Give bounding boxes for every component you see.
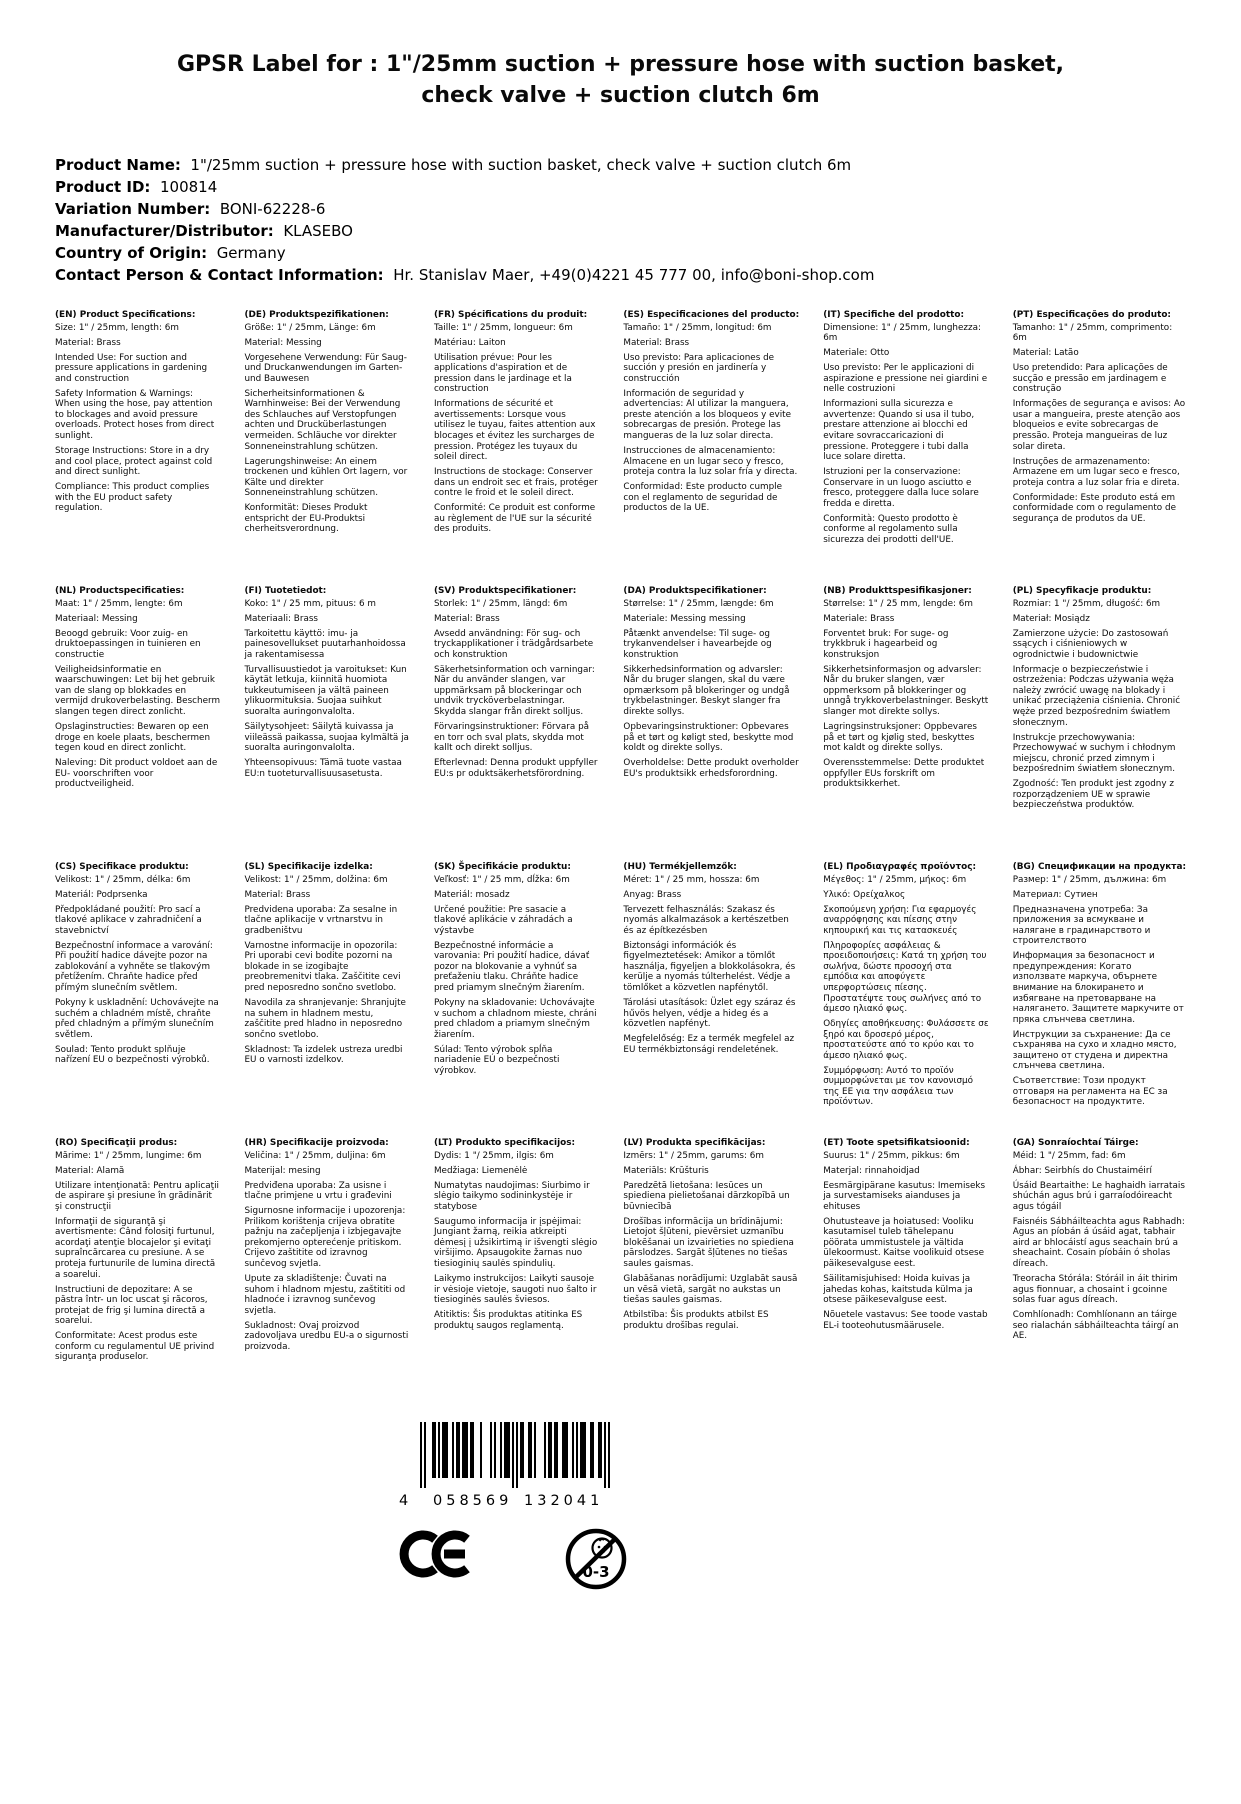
spec-paragraph: Materijal: mesing <box>244 1165 321 1176</box>
spec-paragraph: Instruções de armazenamento: Armazene em um lugar seco e fresco, proteja contra a luz solar fria e direta. <box>1012 456 1180 488</box>
spec-paragraph: Turvallisuustiedot ja varoitukset: Kun käytät letkuja, kiinnitä huomiota tukkeutumiseen ja vältä paineen ylikuormituksia. Suojaa suihkut suoralta auringonvalolta. <box>244 664 407 717</box>
spec-paragraph: Ábhar: Seirbhís do Chustaiméirí <box>1012 1165 1152 1176</box>
spec-paragraph: Förvaringsinstruktioner: Förvara på en torr och sval plats, skydda mot kallt och direkt solljus. <box>433 722 590 754</box>
spec-paragraph: Utilizare intenţionată: Pentru aplicaţii de aspirare şi presiune în grădinărit şi construcţii <box>55 1180 220 1212</box>
spec-paragraph: Συμμόρφωση: Αυτό το προϊόν συμμορφώνεται με τον κανονισμό της ΕΕ για την ασφάλεια των προϊόντων. <box>823 1065 973 1108</box>
spec-paragraph: Sikkerhedsinformation og advarsler: Når du bruger slangen, skal du være opmærksom på blokeringer og undgå trykbelastninger. Beskyt slanger fra direkte sollys. <box>623 664 790 717</box>
product-info-label: Country of Origin: <box>55 243 208 262</box>
language-block-lt <box>434 1138 599 1414</box>
spec-paragraph: Ohutusteave ja hoiatused: Vooliku kasutamisel tuleb tähelepanu pöörata ummistustele ja vältida ülekoormust. Kaitse voolikuid otsese päikesevalguse eest. <box>823 1216 985 1269</box>
spec-paragraph: Biztonsági információk és figyelmeztetések: Amikor a tömlőt használja, figyeljen a blokkolásokra, és kerülje a nyomás túlterhelést. Védje a tömlőket a közvetlen napfénytől. <box>623 940 796 993</box>
product-info-value: Hr. Stanislav Maer, +49(0)4221 45 777 00, info@boni-shop.com <box>393 265 875 284</box>
spec-paragraph: Intended Use: For suction and pressure applications in gardening and construction <box>55 352 208 384</box>
language-block-heading: (DE) Produktspezifikationen: <box>244 309 389 320</box>
spec-paragraph: Säilytysohjeet: Säilytä kuivassa ja viileässä paikassa, suojaa kylmältä ja suoralta auringonvalolta. <box>244 722 409 754</box>
product-info-value: Germany <box>216 243 286 262</box>
compliance-symbols <box>398 1527 668 1591</box>
spec-paragraph: Opbevaringsinstruktioner: Opbevares på et tørt og køligt sted, beskytte mod koldt og direkte sollys. <box>623 722 794 754</box>
language-block-heading: (CS) Specifikace produktu: <box>55 861 189 872</box>
language-block-nb <box>823 586 988 862</box>
spec-paragraph: Avsedd användning: För sug- och tryckapplikationer i trädgårdsarbete och konstruktion <box>433 628 594 660</box>
language-block-et <box>823 1138 988 1414</box>
language-block-nl <box>55 586 220 862</box>
spec-paragraph: Съответствие: Този продукт отговаря на регламента на ЕС за безопасност на продуктите. <box>1012 1076 1168 1108</box>
spec-paragraph: Mărime: 1" / 25mm, lungime: 6m <box>55 1150 202 1161</box>
language-block-da <box>623 586 799 862</box>
spec-paragraph: Размер: 1" / 25mm, дължина: 6m <box>1012 874 1167 885</box>
spec-paragraph: Informations de sécurité et avertissements: Lorsque vous utilisez le tuyau, faites attention aux blocages et évitez les surcharges de pression. Protégez les tuyaux du soleil direct. <box>433 399 596 463</box>
spec-paragraph: Información de seguridad y advertencias: Al utilizar la manguera, preste atención a los bloqueos y evite sobrecargas de presión. Protege las mangueras de la luz solar directa. <box>623 388 792 441</box>
spec-paragraph: Tarkoitettu käyttö: imu- ja painesovellukset puutarhanhoidossa ja rakentamisessa <box>244 628 406 660</box>
spec-paragraph: Tamaño: 1" / 25mm, longitud: 6m <box>623 322 772 333</box>
language-block-heading: (FR) Spécifications du produit: <box>433 309 588 320</box>
spec-paragraph: Istruzioni per la conservazione: Conservare in un luogo asciutto e fresco, proteggere dalla luce solare fredda e diretta. <box>823 467 979 509</box>
spec-paragraph: Material: Alamă <box>55 1165 125 1176</box>
spec-paragraph: Atitiktis: Šis produktas atitinka ES produktų saugos reglamentą. <box>433 1310 583 1331</box>
spec-paragraph: Veľkosť: 1" / 25 mm, dĺžka: 6m <box>433 874 570 885</box>
spec-paragraph: Πληροφορίες ασφάλειας & προειδοποιήσεις: Κατά τη χρήση του σωλήνα, δώστε προσοχή στα εμπόδια και αποφύγετε υπερφορτώσεις πίεσης. Προστατέψτε τους σωλήνες από το άμεσο ηλιακό φως. <box>823 940 987 1015</box>
spec-paragraph: Predviđena uporaba: Za usisne i tlačne primjene u vrtu i građevini <box>244 1180 392 1202</box>
product-info-value: 100814 <box>159 177 218 196</box>
spec-paragraph: Opslaginstructies: Bewaren op een droge en koele plaats, beschermen tegen koud en direct zonlicht. <box>55 722 211 754</box>
language-block-heading: (ET) Toote spetsifikatsioonid: <box>823 1137 970 1148</box>
spec-paragraph: Οδηγίες αποθήκευσης: Φυλάσσετε σε ξηρό και δροσερό μέρος, προστατεύστε από το κρύο και το άμεσο ηλιακό φως. <box>823 1019 989 1061</box>
language-block-ga <box>1013 1138 1186 1414</box>
product-info-row <box>55 220 1241 242</box>
spec-paragraph: Forventet bruk: For suge- og trykkbruk i hagearbeid og konstruksjon <box>823 628 949 660</box>
product-info-row <box>55 154 1241 176</box>
spec-paragraph: Comhlíonadh: Comhlíonann an táirge seo rialachán sábháilteachta táirgí an AE. <box>1012 1310 1179 1342</box>
language-block-heading: (PT) Especificações do produto: <box>1012 309 1171 320</box>
language-block-heading: (GA) Sonraíochtaí Táirge: <box>1012 1137 1139 1148</box>
spec-paragraph: Efterlevnad: Denna produkt uppfyller EU:s pr oduktsäkerhetsförordning. <box>433 758 598 779</box>
spec-paragraph: Izmērs: 1" / 25mm, garums: 6m <box>623 1150 764 1161</box>
spec-paragraph: Материал: Сутиен <box>1012 889 1098 900</box>
spec-paragraph: Rozmiar: 1 "/ 25mm, długość: 6m <box>1012 598 1161 609</box>
language-block-it <box>823 310 988 586</box>
language-block-heading: (NB) Produkttspesifikasjoner: <box>823 585 972 596</box>
spec-paragraph: Suurus: 1" / 25mm, pikkus: 6m <box>823 1150 960 1161</box>
spec-paragraph: Predvidena uporaba: Za sesalne in tlačne aplikacije v vrtnarstvu in gradbeništvu <box>244 904 398 936</box>
barcode-section <box>398 1422 668 1591</box>
spec-paragraph: Faisnéis Sábháilteachta agus Rabhadh: Agus an píobán á úsáid agat, tabhair aird ar bhlocáistí agus seachain brú a sheachaint. Cosain píobáin ó sholas díreach. <box>1012 1216 1185 1269</box>
spec-paragraph: Material: Latão <box>1012 348 1079 359</box>
spec-paragraph: Instrucciones de almacenamiento: Almacene en un lugar seco y fresco, proteja contra la luz solar fría y directa. <box>623 446 798 478</box>
spec-paragraph: Vorgesehene Verwendung: Für Saug- und Druckanwendungen im Garten- und Bauwesen <box>244 352 407 384</box>
spec-paragraph: Conformidade: Este produto está em conformidade com o regulamento de segurança de produtos da UE. <box>1012 492 1176 524</box>
language-block-heading: (BG) Спецификации на продукта: <box>1012 861 1186 872</box>
spec-paragraph: Saugumo informacija ir įspėjimai: Jungiant žarną, reikia atkreipti dėmesį į užsikirtimą ir išvengti slėgio viršijimo. Apsaugokite žarnas nuo tiesioginių saulės spindulių. <box>433 1216 598 1269</box>
language-block-hu <box>623 862 799 1138</box>
product-info-row <box>55 198 1241 220</box>
product-info-row <box>55 264 1241 286</box>
spec-paragraph: Méret: 1" / 25 mm, hossza: 6m <box>623 874 760 885</box>
spec-paragraph: Yhteensopivuus: Tämä tuote vastaa EU:n tuoteturvallisuusasetusta. <box>244 758 402 779</box>
language-block-cs <box>55 862 220 1138</box>
language-block-heading: (DA) Produktspecifikationer: <box>623 585 767 596</box>
spec-paragraph: Treoracha Stórála: Stóráil in áit thirim agus fionnuar, a chosaint i gcoinne solas fuar agus díreach. <box>1012 1274 1178 1306</box>
product-info-label: Contact Person & Contact Information: <box>55 265 384 284</box>
language-block-pt <box>1013 310 1186 586</box>
barcode-left-digits: 058569 <box>433 1492 513 1509</box>
language-block-hr <box>244 1138 409 1414</box>
spec-paragraph: Informações de segurança e avisos: Ao usar a mangueira, preste atenção aos bloqueios e evite sobrecargas de pressão. Proteja mangueiras de luz solar direta. <box>1012 399 1186 452</box>
spec-paragraph: Medžiaga: Liemenėlė <box>433 1165 528 1176</box>
spec-paragraph: Material: Brass <box>623 337 690 348</box>
spec-paragraph: Σκοπούμενη χρήση: Για εφαρμογές αναρρόφησης και πίεσης στην κηπουρική και τις κατασκευές <box>823 904 977 936</box>
spec-paragraph: Materjal: rinnahoidjad <box>823 1165 920 1176</box>
spec-paragraph: Tervezett felhasználás: Szakasz és nyomás alkalmazások a kertészetben és az építkezésben <box>623 904 789 936</box>
spec-paragraph: Matériau: Laiton <box>433 337 506 348</box>
spec-paragraph: Veiligheidsinformatie en waarschuwingen: Let bij het gebruik van de slang op blokkades en vermijd drukoverbelasting. Bescherm slangen tegen direct zonlicht. <box>55 664 221 717</box>
language-block-heading: (HR) Specifikacije proizvoda: <box>244 1137 389 1148</box>
language-block-heading: (ES) Especificaciones del producto: <box>623 309 800 320</box>
spec-paragraph: Conformitate: Acest produs este conform cu regulamentul UE privind siguranţa produselor. <box>55 1331 215 1363</box>
spec-paragraph: Glabāšanas norādījumi: Uzglabāt sausā un vēsā vietā, sargāt no aukstas un tiešas saules gaismas. <box>623 1274 798 1306</box>
spec-paragraph: Materiaali: Brass <box>244 613 319 624</box>
spec-paragraph: Velikost: 1" / 25mm, délka: 6m <box>55 874 191 885</box>
spec-paragraph: Materiale: Brass <box>823 613 895 624</box>
spec-paragraph: Overholdelse: Dette produkt overholder EU's produktsikk erhedsforordning. <box>623 758 799 779</box>
language-block-heading: (LT) Produkto specifikacijos: <box>433 1137 576 1148</box>
ce-mark-icon <box>398 1527 474 1581</box>
language-block-pl <box>1013 586 1186 862</box>
spec-paragraph: Instrukcje przechowywania: Przechowywać w suchym i chłodnym miejscu, chronić przed zimnym i bezpośrednim światłem słonecznym. <box>1012 732 1176 775</box>
spec-paragraph: Materiāls: Krūšturis <box>623 1165 709 1176</box>
language-block-heading: (HU) Termékjellemzők: <box>623 861 737 872</box>
barcode-prefix-digit: 4 <box>399 1492 409 1509</box>
spec-paragraph: Zgodność: Ten produkt jest zgodny z rozporządzeniem UE w sprawie bezpieczeństwa produktów. <box>1012 779 1174 811</box>
spec-paragraph: Materiál: mosadz <box>433 889 510 900</box>
spec-paragraph: Størrelse: 1" / 25 mm, lengde: 6m <box>823 598 973 609</box>
spec-paragraph: Conformité: Ce produit est conforme au règlement de l'UE sur la sécurité des produits. <box>433 503 596 535</box>
spec-paragraph: Uso previsto: Per le applicazioni di aspirazione e pressione nei giardini e nelle costruzioni <box>823 363 988 395</box>
spec-paragraph: Μέγεθος: 1" / 25mm, μήκος: 6m <box>823 874 967 885</box>
language-block-sv <box>434 586 599 862</box>
spec-paragraph: Skladnost: Ta izdelek ustreza uredbi EU o varnosti izdelkov. <box>244 1044 403 1066</box>
spec-paragraph: Compliance: This product complies with the EU product safety regulation. <box>55 482 210 514</box>
language-block-en <box>55 310 220 586</box>
spec-paragraph: Maat: 1" / 25mm, lengte: 6m <box>55 598 183 609</box>
spec-paragraph: Sikkerhetsinformasjon og advarsler: Når du bruker slangen, vær oppmerksom på blokkeringer og unngå trykkoverbelastninger. Beskytt slanger mot direkte sollys. <box>823 664 989 717</box>
spec-paragraph: Materiale: Otto <box>823 348 890 359</box>
spec-paragraph: Instructions de stockage: Conserver dans un endroit sec et frais, protéger contre le froid et le soleil direct. <box>433 467 598 499</box>
language-block-heading: (EN) Product Specifications: <box>55 309 196 320</box>
spec-paragraph: Nõuetele vastavus: See toode vastab EL-i tooteohutusmäärusele. <box>823 1310 988 1331</box>
spec-paragraph: Sigurnosne informacije i upozorenja: Prilikom korištenja crijeva obratite pažnju na začepljenja i izbjegavajte prekomjerno opterećenje pritiskom. Crijevo zaštitite od izravnog sunčevog svjetla. <box>244 1206 406 1269</box>
spec-paragraph: Storage Instructions: Store in a dry and cool place, protect against cold and direct sunlight. <box>55 446 213 478</box>
spec-paragraph: Méid: 1 "/ 25mm, fad: 6m <box>1012 1150 1126 1161</box>
spec-paragraph: Velikost: 1" / 25mm, dolžina: 6m <box>244 874 388 885</box>
spec-paragraph: Storlek: 1" / 25mm, längd: 6m <box>433 598 568 609</box>
spec-paragraph: Material: Brass <box>244 889 311 900</box>
language-block-heading: (FI) Tuotetiedot: <box>244 585 327 596</box>
spec-paragraph: Navodila za shranjevanje: Shranjujte na suhem in hladnem mestu, zaščitite pred hladno in neposredno sončno svetlobo. <box>244 998 406 1040</box>
product-info-block <box>55 154 1241 286</box>
spec-paragraph: Veličina: 1" / 25mm, duljina: 6m <box>244 1150 386 1161</box>
spec-paragraph: Sicherheitsinformationen & Warnhinweise: Bei der Verwendung des Schlauches auf Verstopfungen achten und Drucküberlastungen vermeiden. Schläuche vor direkter Sonneneinstrahlung schützen. <box>244 388 401 452</box>
spec-paragraph: Materiale: Messing messing <box>623 613 746 624</box>
age-warning-0-3-icon <box>564 1527 628 1591</box>
language-block-heading: (RO) Specificaţii produs: <box>55 1137 178 1148</box>
spec-paragraph: Sukladnost: Ovaj proizvod zadovoljava uredbu EU-a o sigurnosti proizvoda. <box>244 1320 409 1352</box>
spec-paragraph: Material: Brass <box>55 337 121 348</box>
language-block-de <box>244 310 409 586</box>
spec-paragraph: Informazioni sulla sicurezza e avvertenze: Quando si usa il tubo, prestare attenzione ai blocchi ed evitare sovraccaricazioni di pressione. Proteggere i tubi dalla luce solare diretta. <box>823 399 975 463</box>
spec-paragraph: Bezpečnostní informace a varování: Při použití hadice dávejte pozor na zablokování a vyhněte se tlakovým přetížením. Chraňte hadice před přímým slunečním světlem. <box>55 940 213 993</box>
spec-paragraph: Overensstemmelse: Dette produktet oppfyller EUs forskrift om produktsikkerhet. <box>823 758 985 790</box>
spec-paragraph: Zamierzone użycie: Do zastosowań ssących i ciśnieniowych w ogrodnictwie i budownictwie <box>1012 628 1169 660</box>
language-block-heading: (LV) Produkta specifikācijas: <box>623 1137 766 1148</box>
spec-paragraph: Tamanho: 1" / 25mm, comprimento: 6m <box>1012 322 1173 344</box>
page-title: GPSR Label for : 1"/25mm suction + pressure hose with suction basket, check valve + suction clutch 6m <box>176 52 1065 108</box>
language-block-heading: (NL) Productspecificaties: <box>55 585 185 596</box>
spec-paragraph: Konformität: Dieses Produkt entspricht der EU-Produktsi cherheitsverordnung. <box>244 503 368 535</box>
spec-paragraph: Taille: 1" / 25mm, longueur: 6m <box>433 322 573 333</box>
spec-paragraph: Safety Information & Warnings: When using the hose, pay attention to blockages and avoid pressure overloads. Protect hoses from direct sunlight. <box>55 388 215 441</box>
spec-paragraph: Materiał: Mosiądz <box>1012 613 1090 624</box>
product-info-row <box>55 176 1241 198</box>
spec-paragraph: Určené použitie: Pre sasacie a tlakové aplikácie v záhradách a výstavbe <box>433 904 573 936</box>
language-block-heading: (SV) Produktspecifikationer: <box>433 585 577 596</box>
product-info-label: Variation Number: <box>55 199 211 218</box>
spec-paragraph: Størrelse: 1" / 25mm, længde: 6m <box>623 598 774 609</box>
language-block-heading: (SK) Špecifikácie produktu: <box>433 861 571 872</box>
spec-paragraph: Upute za skladištenje: Čuvati na suhom i hladnom mjestu, zaštititi od hladnoće i izravnog sunčevog svjetla. <box>244 1274 406 1316</box>
product-info-label: Manufacturer/Distributor: <box>55 221 274 240</box>
spec-paragraph: Conformidad: Este producto cumple con el reglamento de seguridad de productos de la UE. <box>623 482 783 514</box>
spec-paragraph: Materiaal: Messing <box>55 613 138 624</box>
language-block-heading: (PL) Specyfikacje produktu: <box>1012 585 1152 596</box>
spec-paragraph: Numatytas naudojimas: Siurbimo ir slėgio taikymo sodininkystėje ir statybose <box>433 1180 590 1212</box>
language-block-lv <box>623 1138 799 1414</box>
language-block-es <box>623 310 799 586</box>
ean13-barcode-icon <box>420 1422 610 1488</box>
spec-paragraph: Предназначена употреба: За приложения за всмукване и налягане в градинарството и строителството <box>1012 904 1151 947</box>
product-info-row <box>55 242 1241 264</box>
spec-paragraph: Påtænkt anvendelse: Til suge- og trykanvendelser i havearbejde og konstruktion <box>623 628 772 660</box>
spec-paragraph: Eesmärgipärane kasutus: Imemiseks ja survestamiseks aianduses ja ehituses <box>823 1180 986 1212</box>
spec-paragraph: Předpokládané použití: Pro sací a tlakové aplikace v zahradničení a stavebnictví <box>55 904 202 936</box>
spec-paragraph: Informaţii de siguranţă şi avertismente: Când folosiţi furtunul, acordaţi atenţie blocajelor şi evitaţi supraîncărcarea cu presiune. A se proteja furtunurile de lumina directă a soarelui. <box>55 1216 216 1280</box>
language-block-sl <box>244 862 409 1138</box>
spec-paragraph: Dydis: 1 "/ 25mm, ilgis: 6m <box>433 1150 554 1161</box>
spec-paragraph: Инструкции за съхранение: Да се съхранява на сухо и хладно място, защитено от студена и директна слънчева светлина. <box>1012 1029 1177 1072</box>
product-info-label: Product ID: <box>55 177 151 196</box>
spec-paragraph: Utilisation prévue: Pour les applications d'aspiration et de pression dans le jardinage et la construction <box>433 352 572 395</box>
spec-paragraph: Beoogd gebruik: Voor zuig- en druktoepassingen in tuinieren en constructie <box>55 628 201 660</box>
product-info-value: BONI-62228-6 <box>219 199 326 218</box>
spec-paragraph: Lagringsinstruksjoner: Oppbevares på et tørt og kjølig sted, beskyttes mot kaldt og direkte sollys. <box>823 722 977 754</box>
spec-paragraph: Koko: 1" / 25 mm, pituus: 6 m <box>244 598 376 609</box>
spec-paragraph: Megfelelőség: Ez a termék megfelel az EU termékbiztonsági rendeletének. <box>623 1034 795 1055</box>
language-block-fi <box>244 586 409 862</box>
spec-paragraph: Naleving: Dit product voldoet aan de EU- voorschriften voor productveiligheid. <box>55 758 218 790</box>
age-warning-label: 0-3 <box>582 1562 610 1581</box>
spec-paragraph: Atbilstība: Šis produkts atbilst ES produktu drošības regulai. <box>623 1310 769 1331</box>
spec-paragraph: Pokyny k uskladnění: Uchovávejte na suchém a chladném místě, chraňte před chladným a přímým slunečním světlem. <box>55 998 219 1040</box>
spec-paragraph: Úsáid Beartaithe: Le haghaidh iarratais shúchán agus brú i garraíodóireacht agus tógáil <box>1012 1180 1185 1212</box>
spec-paragraph: Material: Brass <box>433 613 500 624</box>
language-block-bg <box>1013 862 1186 1138</box>
spec-paragraph: Conformità: Questo prodotto è conforme al regolamento sulla sicurezza dei prodotti dell'UE. <box>823 513 958 545</box>
spec-paragraph: Informacje o bezpieczeństwie i ostrzeżenia: Podczas używania węża należy zwrócić uwagę na blokady i unikać przeciążenia ciśnienia. Chronić węże przed bezpośrednim światłem słonecznym. <box>1012 664 1181 728</box>
spec-paragraph: Υλικό: Ορείχαλκος <box>823 889 906 900</box>
spec-paragraph: Drošības informācija un brīdinājumi: Lietojot šļūteni, pievērsiet uzmanību blokēšanai un izvairieties no spiediena pārslodzes. Sargāt šļūtenes no tiešas saules gaismas. <box>623 1216 794 1269</box>
spec-paragraph: Soulad: Tento produkt splňuje nařízení EU o bezpečnosti výrobků. <box>55 1044 210 1066</box>
barcode-right-digits: 132041 <box>524 1492 604 1509</box>
spec-paragraph: Pokyny na skladovanie: Uchovávajte v suchom a chladnom mieste, chráni pred chladom a priamym slnečným žiarením. <box>433 998 597 1040</box>
spec-paragraph: Materiál: Podprsenka <box>55 889 148 900</box>
spec-paragraph: Tárolási utasítások: Üzlet egy száraz és hűvös helyen, védje a hideg és a közvetlen napfényt. <box>623 998 796 1030</box>
language-block-heading: (EL) Προδιαγραφές προϊόντος: <box>823 861 977 872</box>
spec-paragraph: Информация за безопасност и предупреждения: Когато използвате маркуча, обърнете внимание на блокирането и избягване на претоварване на налягането. Защитете маркучите от пряка слънчева светлина. <box>1012 951 1184 1025</box>
spec-paragraph: Material: Messing <box>244 337 322 348</box>
spec-paragraph: Bezpečnostné informácie a varovania: Pri použití hadice, dávať pozor na blokovanie a vyhnúť sa preťaženiu tlaku. Chráňte hadice pred priamym slnečným žiarením. <box>433 940 590 993</box>
language-block-heading: (IT) Specifiche del prodotto: <box>823 309 965 320</box>
language-blocks-grid <box>55 310 1186 1414</box>
language-block-ro <box>55 1138 220 1414</box>
language-block-el <box>823 862 988 1138</box>
product-info-value: KLASEBO <box>283 221 353 240</box>
barcode-digits <box>399 1492 610 1513</box>
spec-paragraph: Laikymo instrukcijos: Laikyti sausoje ir vėsioje vietoje, saugoti nuo šalto ir tiesioginės saulės šviesos. <box>433 1274 597 1306</box>
spec-paragraph: Dimensione: 1" / 25mm, lunghezza: 6m <box>823 322 982 344</box>
spec-paragraph: Säilitamisjuhised: Hoida kuivas ja jahedas kohas, kaitstuda külma ja otsese päikesevalguse eest. <box>823 1274 973 1306</box>
product-info-label: Product Name: <box>55 155 181 174</box>
spec-paragraph: Varnostne informacije in opozorila: Pri uporabi cevi bodite pozorni na blokade in se izogibajte preobremenitvi tlaka. Zaščitite cevi pred neposredno sončno svetlobo. <box>244 940 401 993</box>
spec-paragraph: Uso pretendido: Para aplicações de sucção e pressão em jardinagem e construção <box>1012 363 1168 395</box>
spec-paragraph: Súlad: Tento výrobok spĺňa nariadenie EÚ o bezpečnosti výrobkov. <box>433 1044 560 1076</box>
language-block-heading: (SL) Specifikacije izdelka: <box>244 861 373 872</box>
product-info-value: 1"/25mm suction + pressure hose with suction basket, check valve + suction clutch 6m <box>190 155 852 174</box>
spec-paragraph: Lagerungshinweise: An einem trockenen und kühlen Ort lagern, vor Kälte und direkter Sonneneinstrahlung schützen. <box>244 456 408 499</box>
language-block-fr <box>434 310 599 586</box>
spec-paragraph: Instructiuni de depozitare: A se păstra într- un loc uscat şi răcoros, protejat de frig şi lumina directă a soarelui. <box>55 1284 208 1327</box>
language-block-sk <box>434 862 599 1138</box>
spec-paragraph: Size: 1" / 25mm, length: 6m <box>55 322 179 333</box>
spec-paragraph: Säkerhetsinformation och varningar: När du använder slangen, var uppmärksam på blockeringar och undvik trycköverbelastningar. Skydda slangar från direkt solljus. <box>433 664 595 717</box>
spec-paragraph: Paredzētā lietošana: Iesūces un spiediena pielietošanai dārzkopībā un būvniecībā <box>623 1180 790 1212</box>
spec-paragraph: Uso previsto: Para aplicaciones de succión y presión en jardinería y construcción <box>623 352 775 384</box>
spec-paragraph: Anyag: Brass <box>623 889 682 900</box>
spec-paragraph: Größe: 1" / 25mm, Länge: 6m <box>244 322 376 333</box>
